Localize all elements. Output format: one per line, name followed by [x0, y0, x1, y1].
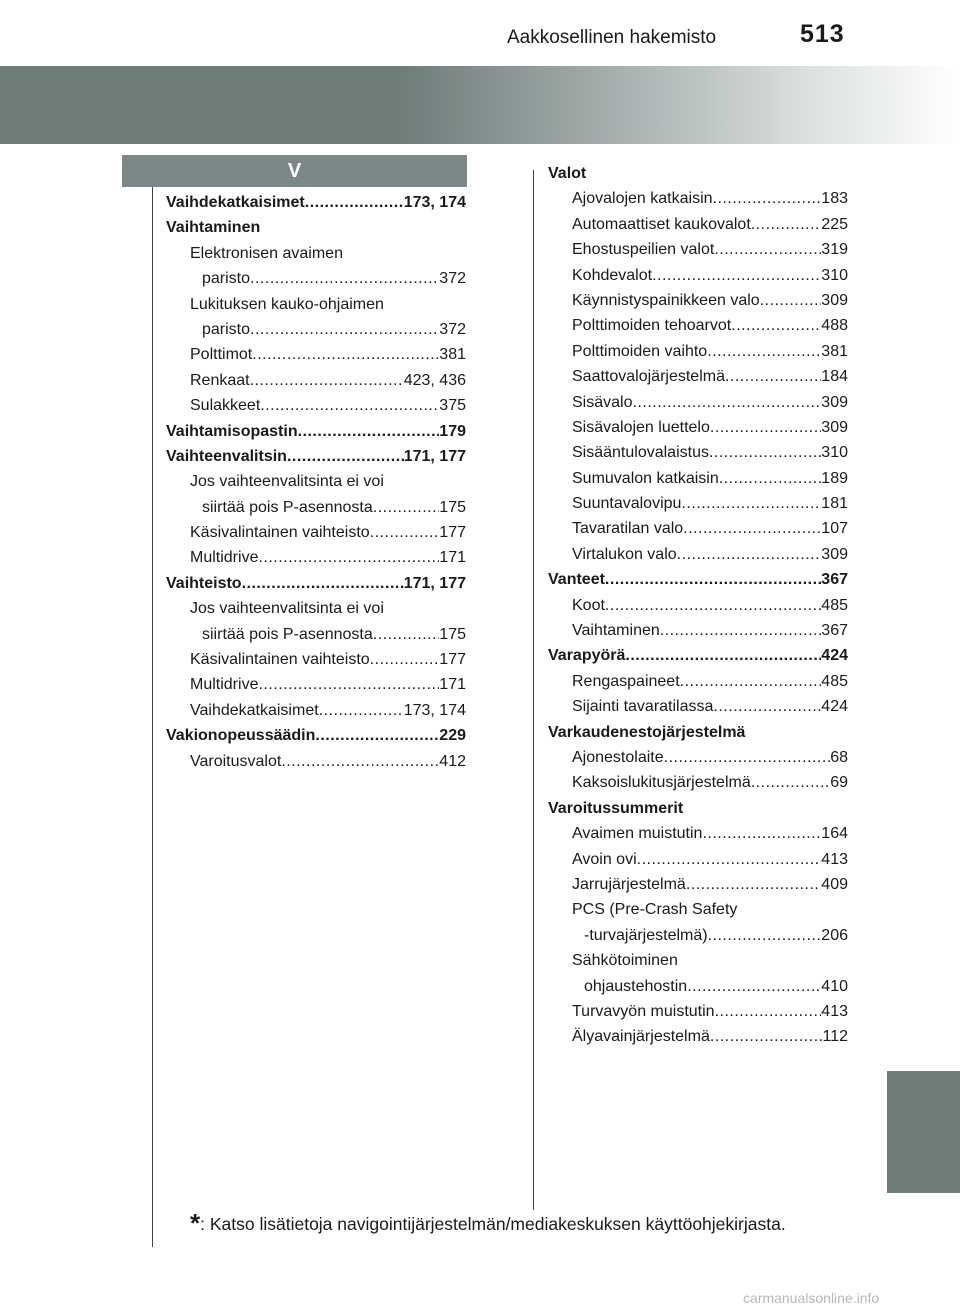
index-entry	[548, 669, 848, 694]
index-entry-term: Sisävalo	[572, 393, 633, 411]
index-entry-term: Vanteet	[548, 571, 605, 589]
dot-leader	[713, 694, 821, 719]
dot-leader	[708, 923, 822, 948]
dot-leader	[370, 647, 440, 672]
index-entry-pages: 412	[439, 752, 466, 770]
index-entry-pages: 372	[439, 270, 466, 288]
index-entry-term: Varoitussummerit	[548, 799, 684, 817]
index-entry	[166, 342, 466, 367]
footnote-text: : Katso lisätietoja navigointijärjestelmän/mediakeskuksen käyttöohjekirjasta.	[200, 1214, 786, 1234]
dot-leader	[252, 342, 439, 367]
index-entry-term: -turvajärjestelmä)	[584, 926, 708, 944]
dot-leader	[664, 745, 831, 770]
index-entry	[166, 215, 466, 240]
index-entry	[166, 266, 466, 291]
index-entry-term: Kohdevalot	[572, 266, 653, 284]
index-entry-pages: 367	[821, 571, 848, 589]
index-entry-term: Avoin ovi	[572, 850, 637, 868]
index-entry	[548, 466, 848, 491]
index-entry-term: Ehostuspeilien valot	[572, 241, 715, 259]
dot-leader	[373, 622, 440, 647]
index-entry	[548, 694, 848, 719]
index-entry-term: Sulakkeet	[190, 397, 261, 415]
index-entry-term: Vaihteisto	[166, 574, 242, 592]
index-entry-pages: 181	[821, 495, 848, 513]
index-entry-term: Automaattiset kaukovalot	[572, 215, 751, 233]
dot-leader	[751, 212, 822, 237]
index-entry	[166, 545, 466, 570]
dot-leader	[714, 237, 821, 262]
dot-leader	[683, 516, 821, 541]
index-entry-term: Lukituksen kauko-ohjaimen	[190, 295, 384, 313]
index-entry-term: Sisääntulovalaistus	[572, 444, 709, 462]
dot-leader	[605, 593, 821, 618]
index-entry-pages: 171	[439, 676, 466, 694]
index-entry	[166, 672, 466, 697]
index-entry-term: PCS (Pre-Crash Safety	[572, 901, 738, 919]
dot-leader	[637, 847, 822, 872]
dot-leader	[260, 393, 439, 418]
index-entry-term: Jos vaihteenvalitsinta ei voi	[190, 600, 384, 618]
index-entry	[166, 495, 466, 520]
column-rule-left	[152, 187, 153, 1247]
index-entry-term: Vaihtamisopastin	[166, 422, 298, 440]
dot-leader	[287, 444, 404, 469]
dot-leader	[760, 288, 822, 313]
index-entry	[166, 190, 466, 215]
index-entry-term: paristo	[202, 270, 251, 288]
index-entry	[166, 419, 466, 444]
index-entry	[548, 847, 848, 872]
index-entry-term: Vaihdekatkaisimet	[166, 194, 305, 211]
index-entry	[548, 923, 848, 948]
dot-leader	[250, 368, 404, 393]
index-entry-pages: 488	[821, 317, 848, 335]
index-entry	[548, 745, 848, 770]
index-entry-pages: 112	[822, 1028, 848, 1046]
index-entry-term: Vaihtaminen	[166, 219, 261, 237]
index-entry	[548, 212, 848, 237]
index-entry	[548, 186, 848, 211]
index-entry-pages: 189	[821, 469, 848, 487]
dot-leader	[298, 419, 440, 444]
index-entry-term: Ajonestolaite	[572, 748, 664, 766]
index-entry	[166, 292, 466, 317]
page-number: 513	[800, 20, 845, 48]
index-entry	[548, 339, 848, 364]
dot-leader	[373, 495, 440, 520]
dot-leader	[242, 571, 404, 596]
index-entry-term: Valot	[548, 165, 587, 182]
index-entry-pages: 225	[821, 215, 848, 233]
index-entry-pages: 175	[439, 498, 466, 516]
dot-leader	[250, 317, 439, 342]
index-entry	[548, 263, 848, 288]
index-entry-pages: 309	[821, 393, 848, 411]
index-entry-pages: 413	[821, 850, 848, 868]
index-entry-term: Kaksoislukitusjärjestelmä	[572, 774, 751, 792]
watermark: carmanualsonline.info	[743, 1290, 880, 1306]
index-entry-term: Vakionopeussäädin	[166, 727, 316, 745]
dot-leader	[725, 364, 821, 389]
index-entry-pages: 177	[439, 524, 466, 542]
footnote-marker: *	[190, 1208, 201, 1238]
dot-leader	[680, 669, 822, 694]
dot-leader	[625, 643, 821, 668]
index-entry	[166, 749, 466, 774]
index-entry	[548, 796, 848, 821]
index-entry	[166, 520, 466, 545]
dot-leader	[632, 390, 821, 415]
index-entry-term: Varoitusvalot	[190, 752, 282, 770]
index-entry-term: Koot	[572, 596, 605, 614]
index-entry-term: Sijainti tavaratilassa	[572, 698, 714, 716]
index-entry	[166, 241, 466, 266]
index-entry-pages: 171	[439, 549, 466, 567]
dot-leader	[605, 567, 821, 592]
index-entry	[548, 161, 848, 186]
index-entry	[166, 622, 466, 647]
dot-leader	[652, 263, 821, 288]
dot-leader	[681, 491, 821, 516]
index-entry	[548, 897, 848, 922]
index-entry	[548, 364, 848, 389]
index-entry	[166, 368, 466, 393]
dot-leader	[719, 466, 822, 491]
index-entry	[548, 516, 848, 541]
index-entry-pages: 309	[821, 545, 848, 563]
index-entry-pages: 410	[821, 977, 848, 995]
index-entry-pages: 310	[821, 444, 848, 462]
index-entry-term: Avaimen muistutin	[572, 825, 703, 843]
index-entry-term: Vaihdekatkaisimet	[190, 701, 319, 719]
index-entry-term: Elektronisen avaimen	[190, 244, 343, 262]
index-entry	[548, 593, 848, 618]
index-entry-pages: 229	[439, 727, 466, 745]
index-entry-pages: 372	[439, 320, 466, 338]
column-rule-middle	[533, 170, 534, 1210]
dot-leader	[686, 872, 821, 897]
dot-leader	[315, 723, 439, 748]
dot-leader	[250, 266, 439, 291]
chapter-tab	[887, 1071, 960, 1193]
index-entry-pages: 171, 177	[403, 447, 466, 465]
dot-leader	[677, 542, 822, 567]
index-entry-pages: 409	[821, 875, 848, 893]
index-entry	[548, 643, 848, 668]
index-entry-pages: 206	[821, 926, 848, 944]
index-column-right	[548, 161, 848, 1050]
index-entry	[548, 720, 848, 745]
index-entry-pages: 381	[821, 342, 848, 360]
index-entry-term: Turvavyön muistutin	[572, 1002, 715, 1020]
index-entry-pages: 184	[821, 368, 848, 386]
index-entry-term: Älyavainjärjestelmä	[572, 1028, 710, 1046]
index-entry	[548, 999, 848, 1024]
index-entry-term: Virtalukon valo	[572, 545, 677, 563]
index-entry	[548, 770, 848, 795]
dot-leader	[370, 520, 440, 545]
index-entry-term: Sähkötoiminen	[572, 952, 678, 970]
index-entry-term: Varkaudenestojärjestelmä	[548, 723, 746, 741]
index-entry-term: Varapyörä	[548, 647, 626, 665]
index-entry	[166, 723, 466, 748]
index-entry-term: Vaihtaminen	[572, 622, 660, 640]
index-entry	[166, 698, 466, 723]
dot-leader	[710, 1024, 823, 1049]
dot-leader	[709, 440, 821, 465]
index-entry-term: Sisävalojen luettelo	[572, 418, 710, 436]
index-entry-pages: 310	[821, 266, 848, 284]
dot-leader	[281, 749, 439, 774]
section-title: Aakkosellinen hakemisto	[507, 27, 717, 48]
dot-leader	[713, 186, 822, 211]
index-entry-term: Käynnistyspainikkeen valo	[572, 291, 760, 309]
index-entry	[166, 647, 466, 672]
dot-leader	[751, 770, 830, 795]
dot-leader	[319, 698, 404, 723]
index-entry-term: Multidrive	[190, 676, 259, 694]
dot-leader	[702, 821, 821, 846]
dot-leader	[731, 313, 821, 338]
index-entry	[548, 440, 848, 465]
index-entry-pages: 177	[439, 651, 466, 669]
index-entry	[548, 948, 848, 973]
letter-header: V	[122, 155, 467, 187]
index-entry-pages: 69	[830, 774, 848, 792]
index-entry	[166, 317, 466, 342]
dot-leader	[715, 999, 822, 1024]
index-entry	[548, 1024, 848, 1049]
index-entry	[166, 393, 466, 418]
index-entry	[166, 469, 466, 494]
index-column-left	[166, 190, 466, 774]
index-entry-term: Jarrujärjestelmä	[572, 875, 686, 893]
footnote	[190, 1208, 786, 1239]
index-entry	[548, 288, 848, 313]
index-entry-term: Suuntavalovipu	[572, 495, 682, 513]
index-entry	[548, 567, 848, 592]
index-entry-term: Käsivalintainen vaihteisto	[190, 651, 370, 669]
index-entry-pages: 179	[439, 422, 466, 440]
index-entry-pages: 107	[821, 520, 848, 538]
index-entry-pages: 164	[821, 825, 848, 843]
index-entry-term: paristo	[202, 320, 251, 338]
index-entry-pages: 423, 436	[403, 371, 466, 389]
index-entry-term: Multidrive	[190, 549, 259, 567]
index-entry-pages: 173, 174	[403, 194, 466, 211]
index-entry-term: Rengaspaineet	[572, 672, 680, 690]
index-entry-term: Vaihteenvalitsin	[166, 447, 287, 465]
index-entry-pages: 367	[821, 622, 848, 640]
index-entry-term: Renkaat	[190, 371, 250, 389]
index-entry	[166, 444, 466, 469]
index-entry-term: Saattovalojärjestelmä	[572, 368, 725, 386]
index-entry-term: siirtää pois P-asennosta	[202, 498, 373, 516]
dot-leader	[710, 415, 821, 440]
index-entry-term: Polttimoiden tehoarvot	[572, 317, 732, 335]
index-entry-pages: 173, 174	[403, 701, 466, 719]
index-entry-term: Polttimot	[190, 346, 253, 364]
index-entry-term: Jos vaihteenvalitsinta ei voi	[190, 473, 384, 491]
index-entry-pages: 309	[821, 291, 848, 309]
index-entry-pages: 485	[821, 672, 848, 690]
index-entry	[548, 821, 848, 846]
index-entry-pages: 68	[830, 748, 848, 766]
index-entry-pages: 319	[821, 241, 848, 259]
index-entry-pages: 413	[821, 1002, 848, 1020]
index-entry-term: Sumuvalon katkaisin	[572, 469, 719, 487]
index-entry-pages: 424	[821, 698, 848, 716]
dot-leader	[687, 974, 821, 999]
index-entry-pages: 424	[821, 647, 848, 665]
index-entry	[548, 974, 848, 999]
index-entry	[548, 237, 848, 262]
index-entry-term: Polttimoiden vaihto	[572, 342, 708, 360]
index-entry	[548, 618, 848, 643]
dot-leader	[707, 339, 821, 364]
index-entry-term: Tavaratilan valo	[572, 520, 684, 538]
index-entry-term: ohjaustehostin	[584, 977, 688, 995]
index-entry-pages: 183	[821, 190, 848, 208]
index-entry-pages: 485	[821, 596, 848, 614]
index-entry	[166, 596, 466, 621]
index-entry-term: Käsivalintainen vaihteisto	[190, 524, 370, 542]
index-entry	[548, 415, 848, 440]
index-entry	[548, 491, 848, 516]
index-entry-pages: 175	[439, 625, 466, 643]
index-entry	[166, 571, 466, 596]
dot-leader	[258, 545, 439, 570]
dot-leader	[660, 618, 822, 643]
dot-leader	[305, 190, 404, 215]
index-entry	[548, 390, 848, 415]
index-entry	[548, 542, 848, 567]
header-banner	[0, 66, 960, 144]
dot-leader	[258, 672, 439, 697]
index-entry	[548, 872, 848, 897]
index-entry-term: Ajovalojen katkaisin	[572, 190, 713, 208]
index-entry-pages: 171, 177	[403, 574, 466, 592]
index-entry-pages: 381	[439, 346, 466, 364]
index-entry	[548, 313, 848, 338]
index-entry-pages: 309	[821, 418, 848, 436]
page-header	[0, 0, 960, 62]
index-entry-pages: 375	[439, 397, 466, 415]
index-entry-term: siirtää pois P-asennosta	[202, 625, 373, 643]
